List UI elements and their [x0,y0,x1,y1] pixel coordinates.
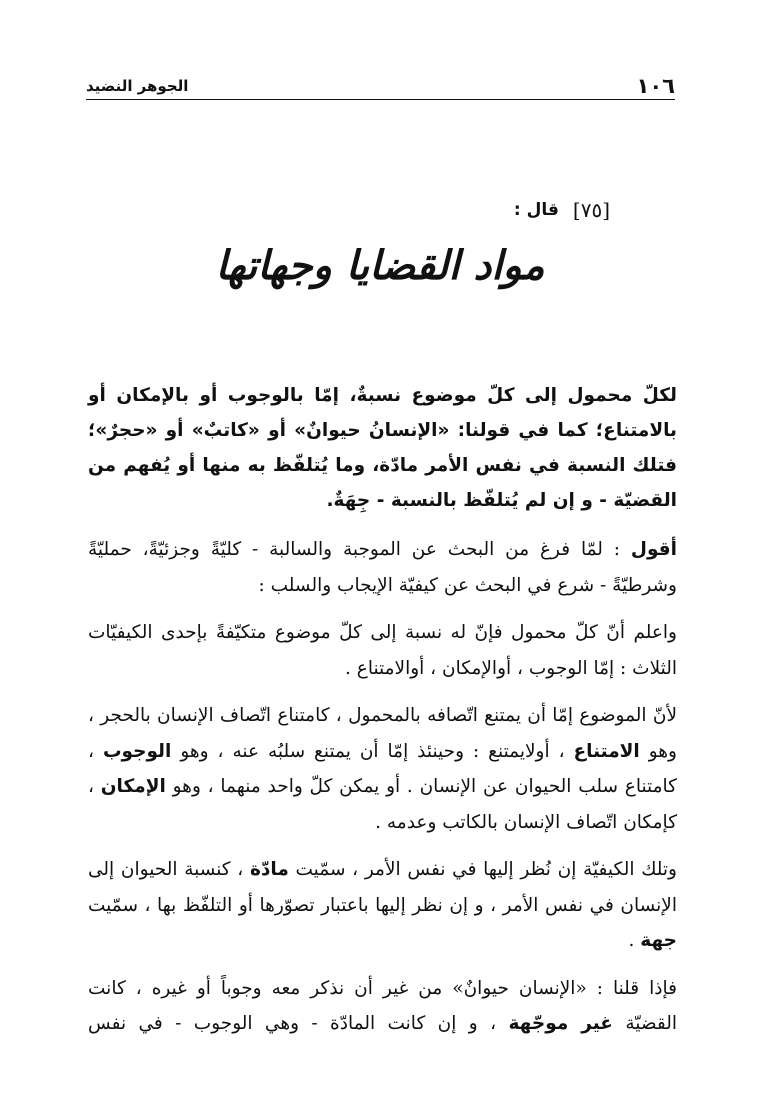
commentary-paragraph-5 [88,971,677,1042]
keyword-term: جهة [640,930,677,951]
header-divider [86,99,675,100]
commentary-paragraph-1 [88,532,677,603]
keyword-term: غير موجّهة [508,1013,613,1034]
said-label: قال : [513,200,559,220]
paragraph-text: : لمّا فرغ من البحث عن الموجبة والسالبة - كليّةً وجزئيّةً، حمليّةً وشرطيّةً - شرع في البحث عن كيفيّة الإيجاب والسلب : [88,539,677,596]
commentary-paragraph-4 [88,852,677,959]
section-marker [514,198,610,222]
commentary-paragraph-3 [88,698,677,840]
running-header [86,72,675,100]
paragraph-text: ، كإمكان اتّصاف الإنسان بالكاتب وعدمه . [88,776,677,833]
book-title: الجوهر النضيد [86,77,189,95]
paragraph-text: ، أولايمتنع : وحينئذ إمّا أن يمتنع سلبُه عنه ، وهو [171,740,574,762]
paragraph-text: . [628,930,641,951]
commentary-paragraph-2 [88,615,677,686]
body-text [88,378,677,1054]
page-number: ١٠٦ [636,74,675,98]
paragraph-text: واعلم أنّ كلّ محمول فإنّ له نسبة إلى كلّ موضوع متكيّفةً بإحدى الكيفيّات الثلاث : إمّا الوجوب ، أوالإمكان ، أوالامتناع . [88,622,677,679]
paragraph-text: لأنّ الموضوع إمّا أن يمتنع اتّصافه بالمحمول ، كامتناع اتّصاف الإنسان بالحجر ، وهو [88,705,677,762]
keyword-term: الوجوب [102,740,172,762]
section-title: مواد القضايا وجهاتها [215,242,545,289]
keyword-term: الإمكان [100,776,166,797]
keyword-term: مادّة [249,859,289,880]
matn-paragraph: لكلّ محمول إلى كلّ موضوع نسبةٌ، إمّا بالوجوب أو بالإمكان أو بالامتناع؛ كما في قولنا: «الإنسانُ حيوانٌ» أو «كاتبٌ» أو «حجرٌ»؛ فتلك النسبة في نفس الأمر مادّة، وما يُتلفّظ به منها أو يُفهم من القضيّة - و إن لم يُتلفّظ بالنسبة - جِهَةٌ. [88,385,677,511]
keyword-term: الامتناع [573,740,640,762]
paragraph-text: ، كامتناع سلب الحيوان عن الإنسان . أو يمكن كلّ واحد منهما ، وهو [88,740,677,797]
paragraph-text: ، كنسبة الحيوان إلى الإنسان في نفس الأمر ، و إن نظر إليها باعتبار تصوّرها أو التلفّظ بها ، سمّيت [88,859,677,916]
paragraph-text: ، و إن كانت المادّة - وهي الوجوب - في نفس [88,1013,509,1034]
commentary-label: أقول [630,539,677,560]
paragraph-text: فإذا قلنا : «الإنسان حيوانٌ» من غير أن نذكر معه وجوباً أو غيره ، كانت القضيّة [88,977,677,1034]
section-number: [٧٥] [572,198,610,222]
paragraph-text: وتلك الكيفيّة إن نُظر إليها في نفس الأمر ، سمّيت [288,859,677,880]
